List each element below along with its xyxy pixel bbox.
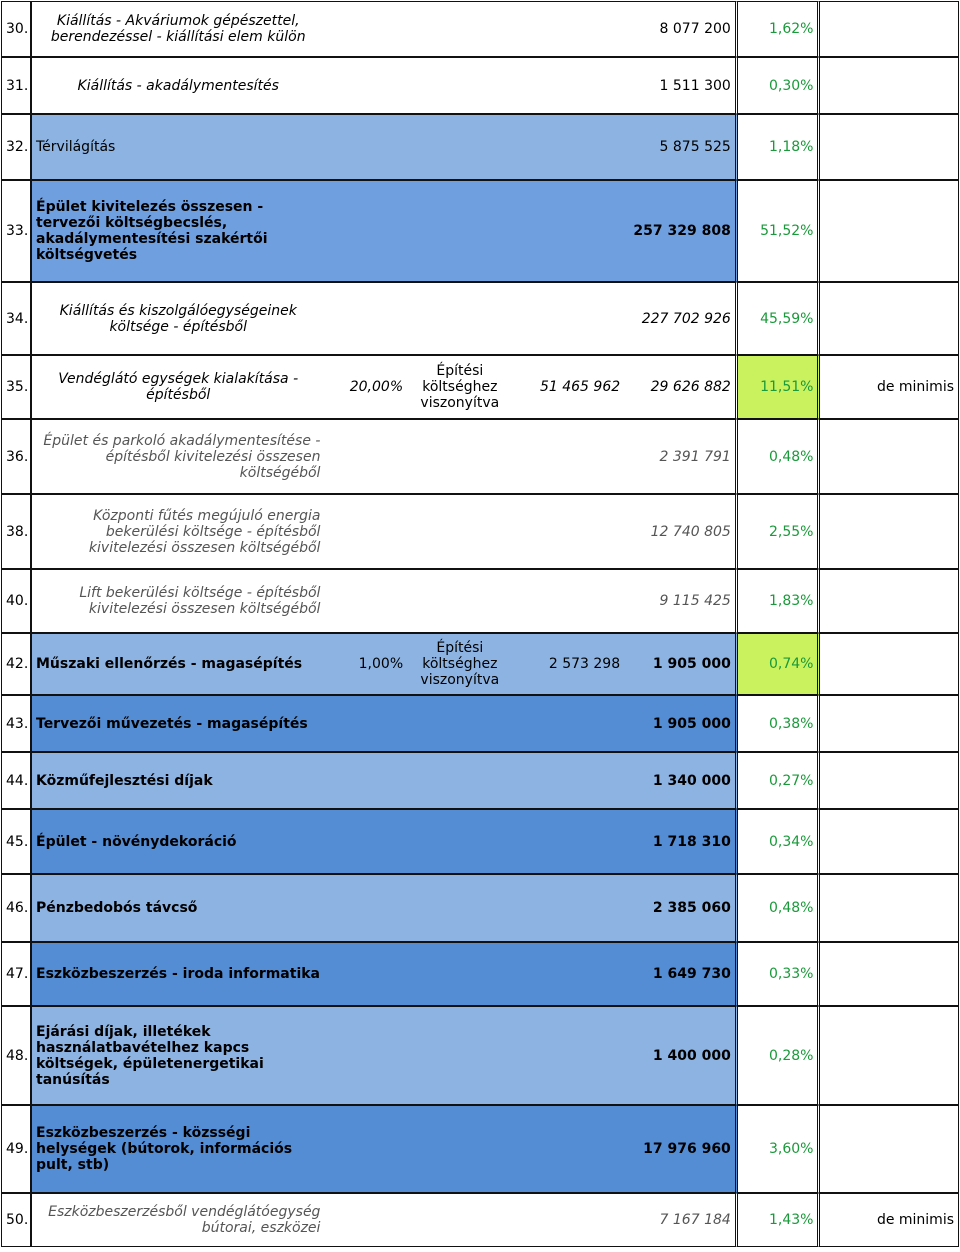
row-note xyxy=(820,282,959,355)
row-number: 46. xyxy=(1,874,32,942)
row-amount-2: 12 740 805 xyxy=(624,494,738,569)
row-amount-1 xyxy=(513,419,625,494)
row-description: Műszaki ellenőrzés - magasépítés xyxy=(32,633,324,695)
row-note xyxy=(820,57,959,114)
row-note: de minimis xyxy=(820,1193,959,1247)
row-number: 38. xyxy=(1,494,32,569)
row-amount-2: 1 718 310 xyxy=(624,809,738,874)
row-amount-2: 1 511 300 xyxy=(624,57,738,114)
row-base xyxy=(407,1006,512,1105)
table-row xyxy=(1,1193,959,1247)
row-amount-1 xyxy=(513,1105,625,1193)
row-base xyxy=(407,942,512,1006)
row-amount-2: 17 976 960 xyxy=(624,1105,738,1193)
row-description: Épület - növénydekoráció xyxy=(32,809,324,874)
row-base xyxy=(407,282,512,355)
row-share: 0,38% xyxy=(738,695,821,752)
row-share: 0,34% xyxy=(738,809,821,874)
row-note xyxy=(820,942,959,1006)
row-description: Központi fűtés megújuló energia bekerülési költsége - építésből kivitelezési összesen költségéből xyxy=(32,494,324,569)
table-row xyxy=(1,282,959,355)
table-row xyxy=(1,1105,959,1193)
row-note: de minimis xyxy=(820,355,959,419)
row-note xyxy=(820,494,959,569)
row-base xyxy=(407,114,512,180)
row-share: 3,60% xyxy=(738,1105,821,1193)
row-share: 2,55% xyxy=(738,494,821,569)
row-share: 45,59% xyxy=(738,282,821,355)
row-description: Eszközbeszerzés - iroda informatika xyxy=(32,942,324,1006)
row-note xyxy=(820,569,959,633)
row-note xyxy=(820,874,959,942)
row-amount-1 xyxy=(513,57,625,114)
row-description: Eszközbeszerzésből vendéglátóegység bútorai, eszközei xyxy=(32,1193,324,1247)
row-percent xyxy=(324,282,407,355)
row-percent xyxy=(324,180,407,282)
row-note xyxy=(820,1006,959,1105)
table-row xyxy=(1,355,959,419)
row-amount-2: 2 385 060 xyxy=(624,874,738,942)
row-base xyxy=(407,494,512,569)
table-row xyxy=(1,752,959,809)
table-row xyxy=(1,114,959,180)
row-base xyxy=(407,180,512,282)
row-amount-2: 257 329 808 xyxy=(624,180,738,282)
row-number: 50. xyxy=(1,1193,32,1247)
row-description: Eszközbeszerzés - közsségi helységek (bútorok, információs pult, stb) xyxy=(32,1105,324,1193)
table-row xyxy=(1,809,959,874)
table-row xyxy=(1,494,959,569)
row-percent: 20,00% xyxy=(324,355,407,419)
table-row xyxy=(1,942,959,1006)
row-amount-2: 227 702 926 xyxy=(624,282,738,355)
table-row xyxy=(1,569,959,633)
row-share: 1,18% xyxy=(738,114,821,180)
row-note xyxy=(820,633,959,695)
row-note xyxy=(820,1105,959,1193)
row-base: Építési költséghez viszonyítva xyxy=(407,355,512,419)
row-number: 48. xyxy=(1,1006,32,1105)
row-percent xyxy=(324,1006,407,1105)
row-percent: 1,00% xyxy=(324,633,407,695)
row-base xyxy=(407,419,512,494)
row-note xyxy=(820,419,959,494)
row-amount-1 xyxy=(513,695,625,752)
row-amount-1: 51 465 962 xyxy=(513,355,625,419)
row-amount-2: 1 649 730 xyxy=(624,942,738,1006)
row-description: Kiállítás - akadálymentesítés xyxy=(32,57,324,114)
row-number: 49. xyxy=(1,1105,32,1193)
row-amount-1 xyxy=(513,874,625,942)
row-percent xyxy=(324,494,407,569)
row-base: Építési költséghez viszonyítva xyxy=(407,633,512,695)
row-amount-1 xyxy=(513,569,625,633)
row-number: 33. xyxy=(1,180,32,282)
row-percent xyxy=(324,942,407,1006)
row-share: 0,48% xyxy=(738,874,821,942)
row-amount-1 xyxy=(513,809,625,874)
row-amount-1: 2 573 298 xyxy=(513,633,625,695)
row-percent xyxy=(324,569,407,633)
row-percent xyxy=(324,57,407,114)
row-base xyxy=(407,874,512,942)
row-description: Pénzbedobós távcső xyxy=(32,874,324,942)
row-share: 0,74% xyxy=(738,633,821,695)
row-amount-1 xyxy=(513,494,625,569)
row-amount-2: 8 077 200 xyxy=(624,1,738,57)
row-share: 0,27% xyxy=(738,752,821,809)
row-note xyxy=(820,180,959,282)
row-note xyxy=(820,1,959,57)
row-amount-2: 1 400 000 xyxy=(624,1006,738,1105)
table-row xyxy=(1,57,959,114)
row-base xyxy=(407,809,512,874)
row-description: Vendéglátó egységek kialakítása - építésből xyxy=(32,355,324,419)
row-percent xyxy=(324,1,407,57)
row-percent xyxy=(324,419,407,494)
row-amount-2: 1 340 000 xyxy=(624,752,738,809)
row-percent xyxy=(324,809,407,874)
row-amount-1 xyxy=(513,942,625,1006)
row-number: 35. xyxy=(1,355,32,419)
row-base xyxy=(407,57,512,114)
row-description: Közműfejlesztési díjak xyxy=(32,752,324,809)
row-base xyxy=(407,1193,512,1247)
row-share: 0,30% xyxy=(738,57,821,114)
row-base xyxy=(407,1,512,57)
row-description: Kiállítás - Akváriumok gépészettel, berendezéssel - kiállítási elem külön xyxy=(32,1,324,57)
row-base xyxy=(407,752,512,809)
row-amount-1 xyxy=(513,180,625,282)
row-share: 0,28% xyxy=(738,1006,821,1105)
table-row xyxy=(1,633,959,695)
row-percent xyxy=(324,1105,407,1193)
row-share: 51,52% xyxy=(738,180,821,282)
row-share: 1,83% xyxy=(738,569,821,633)
row-amount-1 xyxy=(513,752,625,809)
row-number: 36. xyxy=(1,419,32,494)
row-number: 34. xyxy=(1,282,32,355)
row-amount-2: 29 626 882 xyxy=(624,355,738,419)
row-base xyxy=(407,1105,512,1193)
row-number: 31. xyxy=(1,57,32,114)
row-amount-2: 1 905 000 xyxy=(624,695,738,752)
row-number: 44. xyxy=(1,752,32,809)
row-base xyxy=(407,569,512,633)
row-number: 40. xyxy=(1,569,32,633)
row-note xyxy=(820,752,959,809)
row-description: Tervezői művezetés - magasépítés xyxy=(32,695,324,752)
table-row xyxy=(1,419,959,494)
table-row xyxy=(1,1006,959,1105)
row-amount-2: 1 905 000 xyxy=(624,633,738,695)
row-amount-1 xyxy=(513,1193,625,1247)
row-amount-1 xyxy=(513,1006,625,1105)
row-description: Kiállítás és kiszolgálóegységeinek költsége - építésből xyxy=(32,282,324,355)
row-note xyxy=(820,114,959,180)
table-row xyxy=(1,874,959,942)
row-percent xyxy=(324,114,407,180)
row-amount-1 xyxy=(513,114,625,180)
row-number: 47. xyxy=(1,942,32,1006)
row-percent xyxy=(324,695,407,752)
row-base xyxy=(407,695,512,752)
row-amount-1 xyxy=(513,282,625,355)
row-share: 0,48% xyxy=(738,419,821,494)
row-percent xyxy=(324,874,407,942)
row-number: 30. xyxy=(1,1,32,57)
row-amount-1 xyxy=(513,1,625,57)
row-number: 45. xyxy=(1,809,32,874)
row-share: 0,33% xyxy=(738,942,821,1006)
row-amount-2: 2 391 791 xyxy=(624,419,738,494)
table-row xyxy=(1,695,959,752)
row-description: Épület és parkoló akadálymentesítése - építésből kivitelezési összesen költségéből xyxy=(32,419,324,494)
table-row xyxy=(1,1,959,57)
table-row xyxy=(1,180,959,282)
row-amount-2: 9 115 425 xyxy=(624,569,738,633)
row-number: 42. xyxy=(1,633,32,695)
row-share: 1,62% xyxy=(738,1,821,57)
row-amount-2: 7 167 184 xyxy=(624,1193,738,1247)
row-description: Lift bekerülési költsége - építésből kivitelezési összesen költségéből xyxy=(32,569,324,633)
row-note xyxy=(820,695,959,752)
row-description: Ejárási díjak, illetékek használatbavételhez kapcs költségek, épületenergetikai tanúsítás xyxy=(32,1006,324,1105)
budget-table xyxy=(1,1,959,1247)
row-amount-2: 5 875 525 xyxy=(624,114,738,180)
row-description: Épület kivitelezés összesen - tervezői költségbecslés, akadálymentesítési szakértői költségvetés xyxy=(32,180,324,282)
row-percent xyxy=(324,752,407,809)
row-percent xyxy=(324,1193,407,1247)
row-number: 32. xyxy=(1,114,32,180)
row-share: 11,51% xyxy=(738,355,821,419)
row-note xyxy=(820,809,959,874)
row-description: Térvilágítás xyxy=(32,114,324,180)
row-number: 43. xyxy=(1,695,32,752)
row-share: 1,43% xyxy=(738,1193,821,1247)
